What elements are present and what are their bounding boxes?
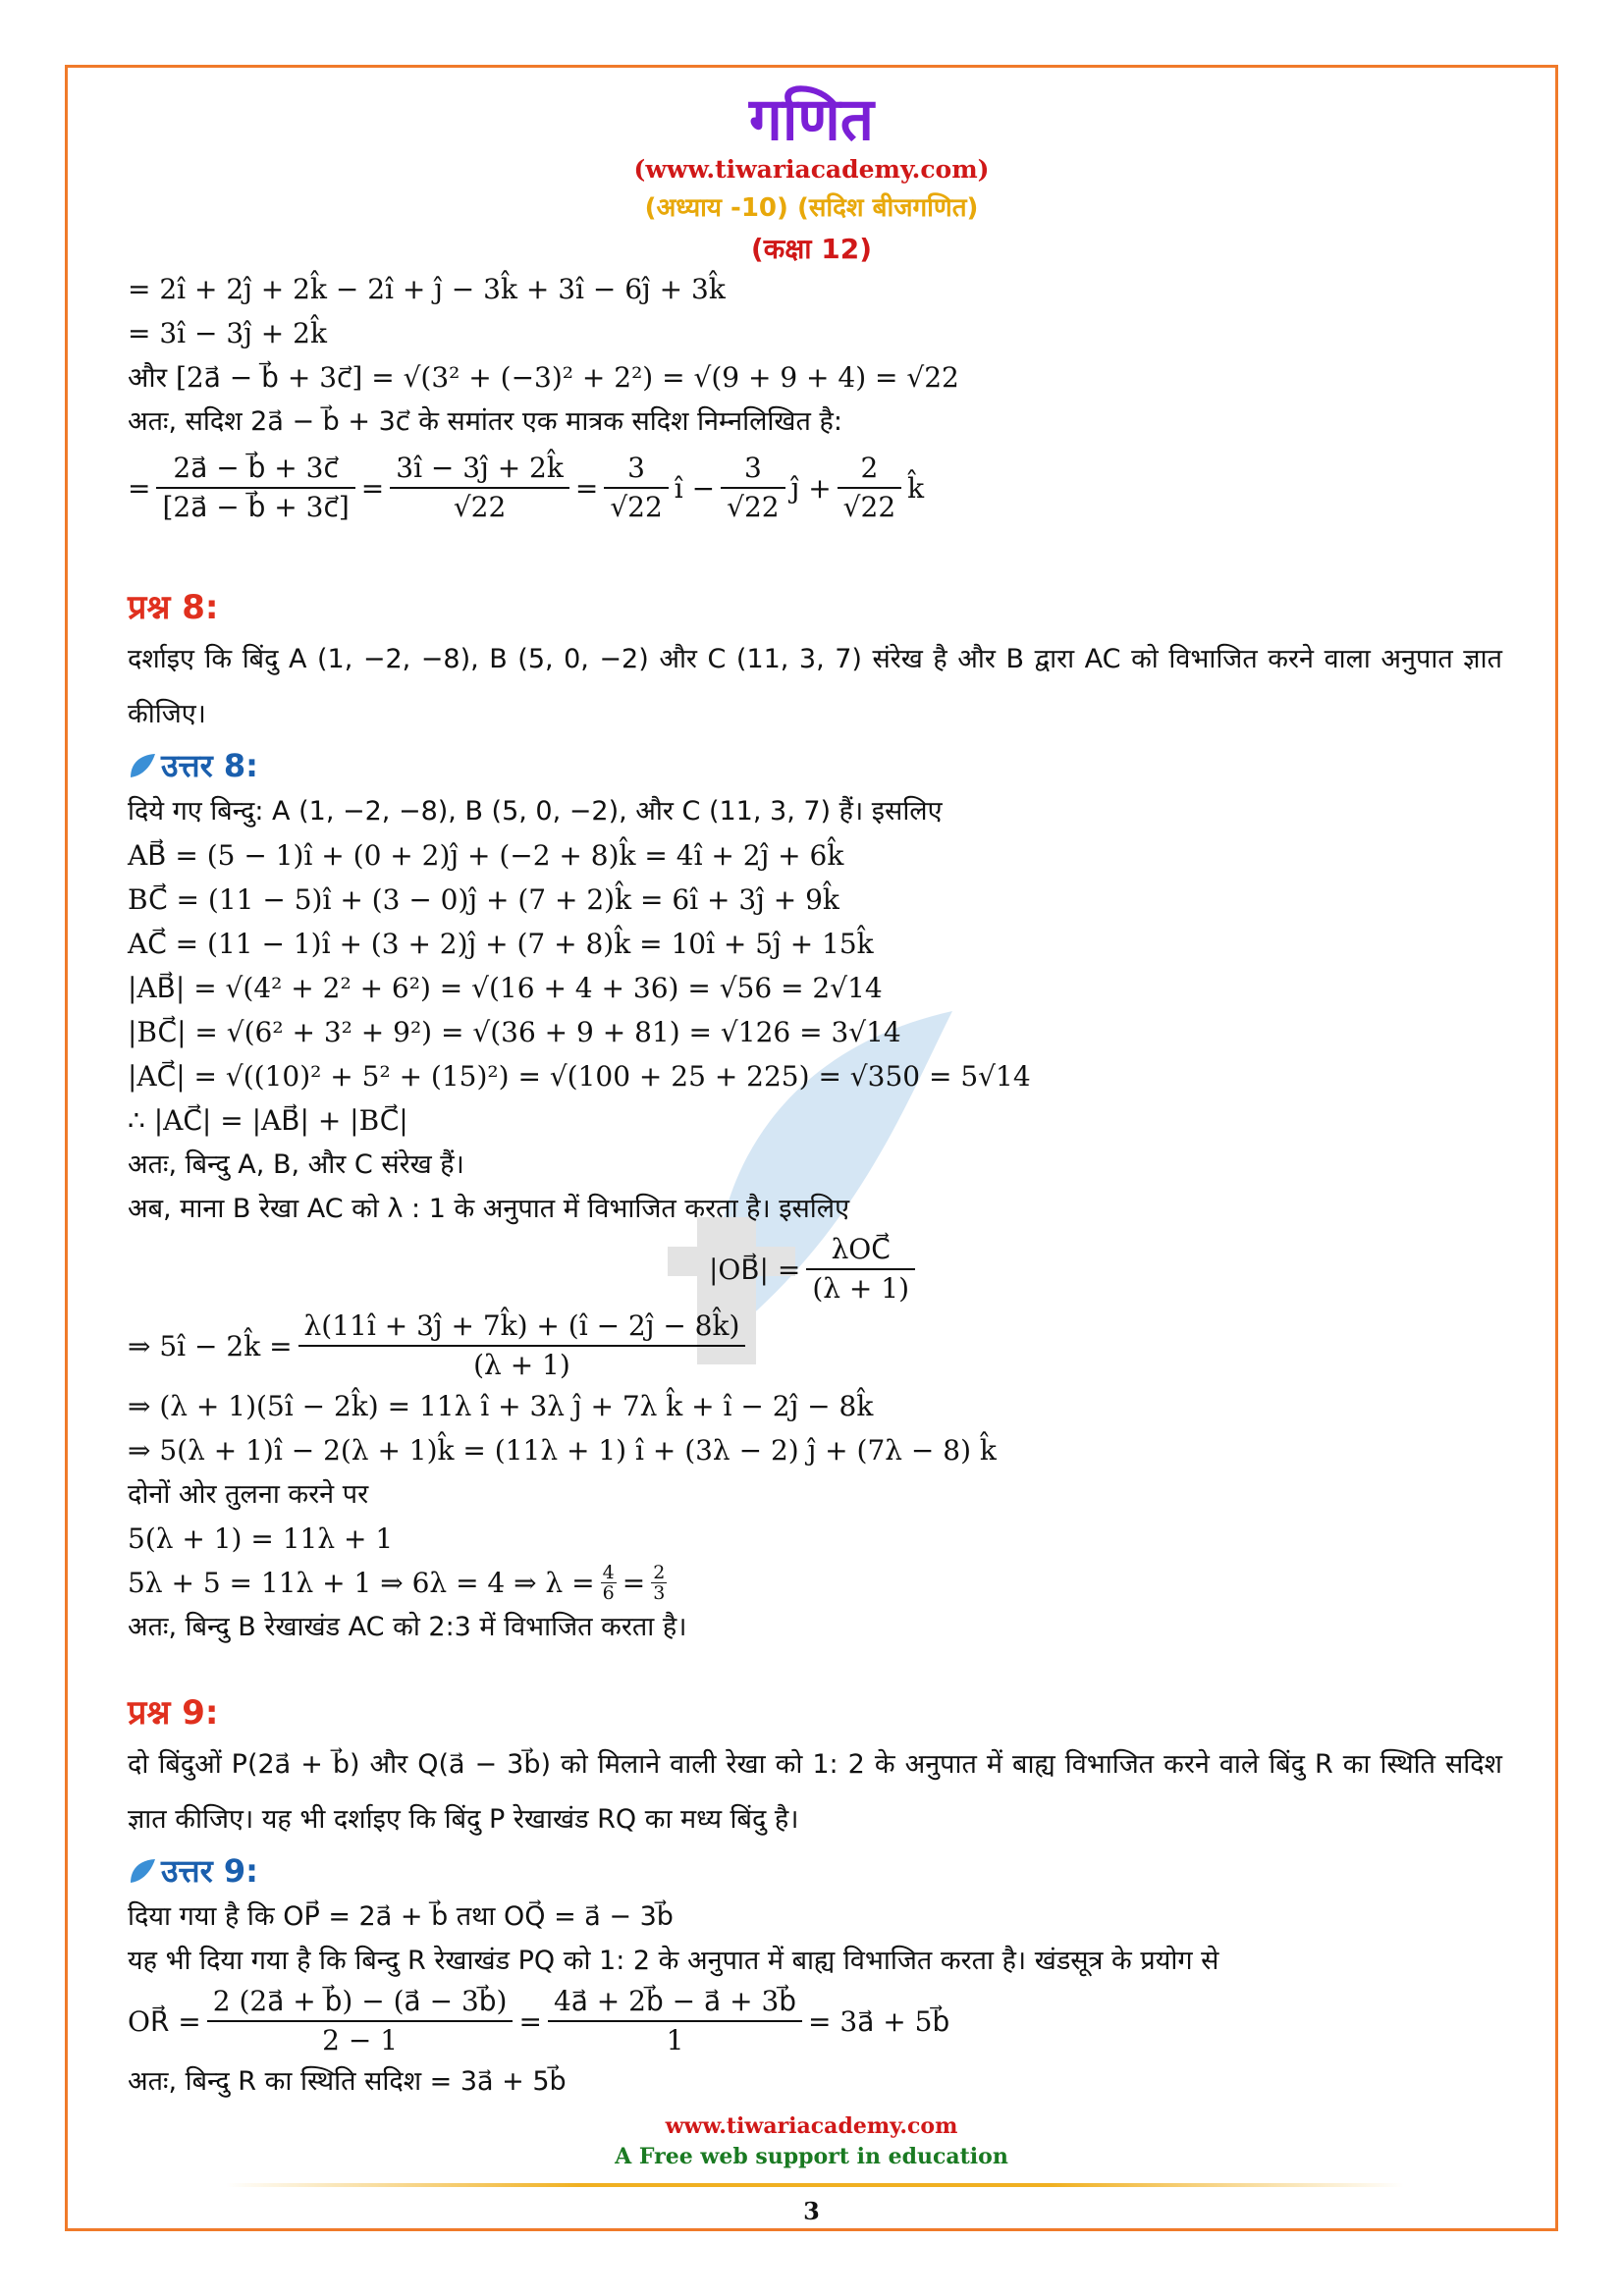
numerator: 3î − 3ĵ + 2k̂ (390, 450, 569, 489)
division-equation (128, 1308, 1502, 1384)
text-line: दोनों ओर तुलना करने पर (128, 1479, 369, 1510)
eq-lhs: ⇒ 5î − 2k̂ = (128, 1329, 293, 1362)
fraction (390, 450, 569, 526)
numerator: 2 (2a⃗ + b⃗) − (a⃗ − 3b⃗) (207, 1983, 514, 2022)
text-line: दिये गए बिन्दु: A (1, −2, −8), B (5, 0, −2), और C (11, 3, 7) हैं। इसलिए (128, 796, 943, 827)
numerator: λOC⃗ (806, 1231, 915, 1270)
math-line: |AC⃗| = √((10)² + 5² + (15)²) = √(100 + 25 + 225) = √350 = 5√14 (128, 1060, 1031, 1093)
text-line: यह भी दिया गया है कि बिन्दु R रेखाखंड PQ को 1: 2 के अनुपात में बाह्य विभाजित करता है। खंडसूत्र के प्रयोग से (128, 1946, 1219, 1976)
denominator: (λ + 1) (812, 1272, 910, 1305)
numerator: 3 (604, 450, 668, 489)
question-9-heading: प्रश्न 9: (128, 1693, 219, 1733)
equals: = (622, 1567, 646, 1599)
fraction (651, 1563, 667, 1603)
fraction (838, 450, 901, 526)
page-title: गणित (749, 85, 874, 154)
fraction (207, 1983, 514, 2059)
numerator: 2a⃗ − b⃗ + 3c⃗ (156, 450, 354, 489)
numerator: 4a⃗ + 2b⃗ − a⃗ + 3b⃗ (548, 1983, 802, 2022)
question-9-text: दो बिंदुओं P(2a⃗ + b⃗) और Q(a⃗ − 3b⃗) को मिलाने वाली रेखा को 1: 2 के अनुपात में बाह्य विभाजित करने वाले बिंदु R का स्थिति सदिश ज्ञात कीजिए। यह भी दर्शाइए कि बिंदु P रेखाखंड RQ का मध्य बिंदु है। (128, 1749, 1502, 1835)
math-line: और [2a⃗ − b⃗ + 3c⃗] = √(3² + (−3)² + 2²) = √(9 + 9 + 4) = √22 (128, 361, 959, 394)
or-lhs: OR⃗ = (128, 2004, 201, 2038)
denominator: √22 (610, 491, 663, 523)
unit-symbol: ĵ + (790, 471, 832, 505)
footer-tagline: A Free web support in education (615, 2144, 1008, 2169)
denominator: 2 − 1 (322, 2024, 399, 2056)
fraction (156, 450, 354, 526)
math-line: 5(λ + 1) = 11λ + 1 (128, 1522, 394, 1555)
text-line: अब, माना B रेखा AC को λ : 1 के अनुपात में विभाजित करता है। इसलिए (128, 1194, 850, 1224)
page-content (128, 267, 1502, 2104)
denominator: √22 (727, 491, 780, 523)
math-line: = 3î − 3ĵ + 2k̂ (128, 317, 327, 349)
leaf-icon (128, 752, 157, 779)
numerator: λ(11î + 3ĵ + 7k̂) + (î − 2ĵ − 8k̂) (298, 1308, 746, 1347)
denominator: √22 (842, 491, 896, 523)
numerator: 2 (653, 1562, 666, 1583)
math-line: ⇒ 5(λ + 1)î − 2(λ + 1)k̂ = (11λ + 1) î + (3λ − 2) ĵ + (7λ − 8) k̂ (128, 1434, 997, 1467)
fraction (601, 1563, 617, 1603)
math-line: BC⃗ = (11 − 5)î + (3 − 0)ĵ + (7 + 2)k̂ = 6î + 3ĵ + 9k̂ (128, 883, 839, 916)
denominator: 6 (602, 1582, 615, 1604)
math-line: |AB⃗| = √(4² + 2² + 6²) = √(16 + 4 + 36) = √56 = 2√14 (128, 972, 883, 1004)
page-number: 3 (803, 2197, 820, 2225)
unit-symbol: k̂ (907, 471, 925, 505)
or-equation: OR⃗ = $\frac{2 (2a⃗ + b⃗) - (a⃗ - 3b⃗)}{2 - 1}$ = $\frac{4a⃗ + 2b⃗ - a⃗ + 3b⃗}{1}$ = 3a⃗ + 5b⃗ (128, 1983, 1502, 2059)
solve-lhs: 5λ + 5 = 11λ + 1 ⇒ 6λ = 4 ⇒ λ = (128, 1567, 595, 1599)
fraction (548, 1983, 802, 2059)
numerator: 4 (602, 1562, 615, 1583)
denominator: 1 (666, 2024, 684, 2056)
math-line: AC⃗ = (11 − 1)î + (3 + 2)ĵ + (7 + 8)k̂ = 10î + 5ĵ + 15k̂ (128, 928, 874, 960)
lambda-solution (128, 1561, 1502, 1605)
fraction (721, 450, 784, 526)
answer-9-label: उत्तर 9: (161, 1852, 258, 1890)
math-line: ∴ |AC⃗| = |AB⃗| + |BC⃗| (128, 1104, 408, 1137)
fraction (604, 450, 668, 526)
answer-9-conclusion: अतः, बिन्दु R का स्थिति सदिश = 3a⃗ + 5b⃗ (128, 2066, 567, 2097)
denominator: √22 (453, 491, 507, 523)
ob-lhs: |OB⃗| = (708, 1253, 801, 1286)
footer-website: www.tiwariacademy.com (665, 2113, 958, 2139)
question-8-heading: प्रश्न 8: (128, 588, 219, 627)
leaf-icon (128, 1857, 157, 1885)
math-line: = 2î + 2ĵ + 2k̂ − 2î + ĵ − 3k̂ + 3î − 6ĵ + 3k̂ (128, 273, 726, 305)
math-line: |BC⃗| = √(6² + 3² + 9²) = √(36 + 9 + 81) = √126 = 3√14 (128, 1016, 901, 1048)
answer-8-conclusion: अतः, बिन्दु B रेखाखंड AC को 2:3 में विभाजित करता है। (128, 1612, 687, 1642)
numerator: 2 (838, 450, 901, 489)
text-line: अतः, सदिश 2a⃗ − b⃗ + 3c⃗ के समांतर एक मात्रक सदिश निम्नलिखित है: (128, 406, 842, 437)
answer-8-heading (128, 742, 1502, 789)
denominator: [2a⃗ − b⃗ + 3c⃗] (162, 491, 350, 523)
answer-8-label: उत्तर 8: (161, 747, 258, 784)
or-result: = 3a⃗ + 5b⃗ (808, 2004, 950, 2038)
answer-9-heading (128, 1847, 1502, 1895)
math-line: AB⃗ = (5 − 1)î + (0 + 2)ĵ + (−2 + 8)k̂ = 4î + 2ĵ + 6k̂ (128, 839, 844, 872)
text-line: दिया गया है कि OP⃗ = 2a⃗ + b⃗ तथा OQ⃗ = a⃗ − 3b⃗ (128, 1901, 674, 1932)
unit-vector-equation: = $\frac{2a⃗ - b⃗ + 3c⃗}{[2a⃗ - b⃗ + 3c⃗]}$ = $\frac{3î - 3ĵ + 2k̂}{√22}$ = $\frac{3}{√22}$ î − $\frac{3}{√22}$ ĵ + $\frac{2}{√22}$ k̂ (128, 450, 1502, 526)
question-8-text: दर्शाइए कि बिंदु A (1, −2, −8), B (5, 0, −2) और C (11, 3, 7) संरेख है और B द्वारा AC को विभाजित करने वाला अनुपात ज्ञात कीजिए। (128, 644, 1502, 729)
math-line: ⇒ (λ + 1)(5î − 2k̂) = 11λ î + 3λ ĵ + 7λ k̂ + î − 2ĵ − 8k̂ (128, 1390, 874, 1422)
unit-symbol: î − (674, 471, 716, 505)
class-label: (कक्षा 12) (750, 233, 873, 265)
fraction (806, 1231, 915, 1308)
chapter-label: (अध्याय -10) (सदिश बीजगणित) (644, 193, 979, 223)
denominator: 3 (653, 1582, 666, 1604)
numerator: 3 (721, 450, 784, 489)
footer-divider (226, 2183, 1404, 2187)
header-website: (www.tiwariacademy.com) (633, 155, 990, 184)
text-line: अतः, बिन्दु A, B, और C संरेख हैं। (128, 1149, 464, 1180)
fraction (298, 1308, 746, 1384)
denominator: (λ + 1) (473, 1349, 570, 1381)
ob-equation (128, 1231, 1502, 1308)
